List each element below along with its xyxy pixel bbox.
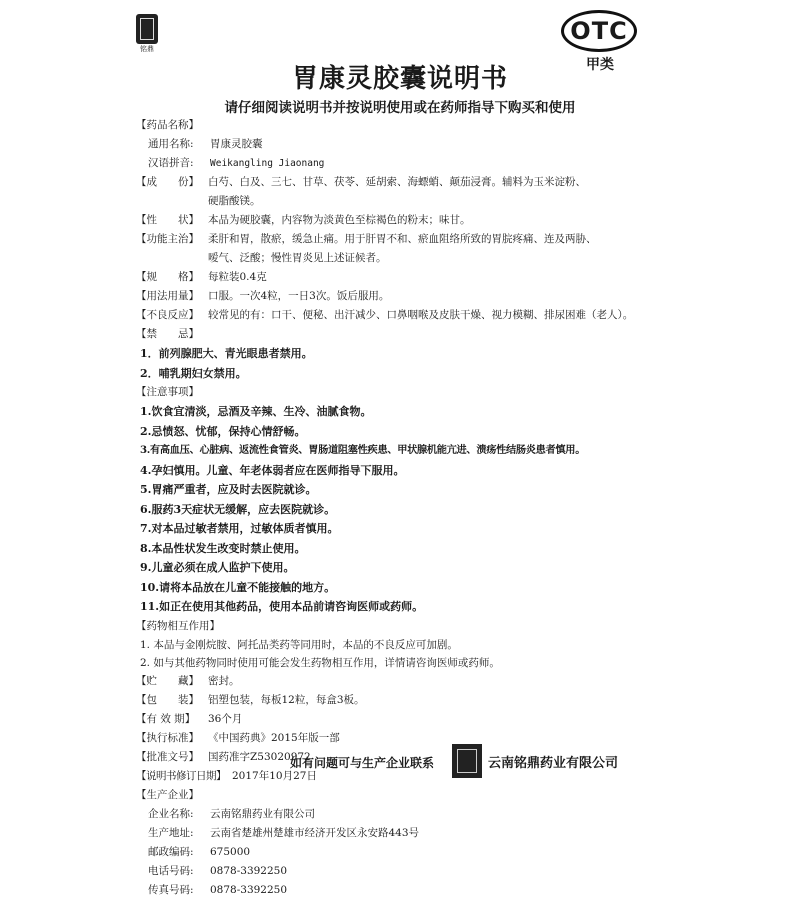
precaution-item: 4.孕妇慎用。儿童、年老体弱者应在医师指导下服用。 — [140, 463, 405, 477]
standard-label: 【 执行标准 】 — [136, 729, 208, 748]
spec-value: 每粒装0.4克 — [208, 271, 267, 283]
spec-row — [136, 268, 656, 287]
approval-label: 【 批准文号 】 — [136, 748, 208, 767]
expiry-value: 36个月 — [208, 712, 243, 725]
document-subtitle: 请仔细阅读说明书并按说明使用或在药师指导下购买和使用 — [224, 100, 576, 116]
postal-label: 邮政编码: — [148, 845, 194, 858]
revision-value: 2017年10月27日 — [232, 769, 317, 782]
postal-value: 675000 — [210, 845, 251, 858]
precaution-item: 2.忌愤怒、忧郁，保持心情舒畅。 — [140, 424, 306, 438]
ingredients-label: 【 成 份 】 — [136, 173, 208, 192]
storage-row — [136, 672, 656, 691]
precaution-item: 7.对本品过敏者禁用，过敏体质者慎用。 — [140, 522, 339, 535]
precaution-item: 8.本品性状发生改变时禁止使用。 — [140, 541, 306, 555]
ingredients-value: 白芍、白及、三七、甘草、茯苓、延胡索、海螵蛸、颠茄浸膏。辅料为玉米淀粉、 硬脂酸镁。 — [208, 176, 586, 207]
company-name-label: 企业名称: — [148, 807, 194, 820]
revision-label: 【 说明书修订日期 】 — [136, 767, 232, 786]
precaution-item: 1.饮食宜清淡，忌酒及辛辣、生冷、油腻食物。 — [140, 405, 372, 418]
pinyin-row — [136, 154, 656, 173]
pinyin-value: Weikangling Jiaonang — [210, 158, 325, 169]
expiry-label: 【 有 效 期 】 — [136, 710, 208, 729]
interaction-item: 1. 本品与金刚烷胺、阿托品类药等同用时，本品的不良反应可加剧。 — [140, 638, 458, 651]
phone-value: 0878-3392250 — [210, 864, 288, 877]
standard-row — [136, 729, 656, 748]
common-name-value: 胃康灵胶囊 — [210, 138, 263, 150]
otc-class-label: 甲类 — [586, 57, 614, 73]
company-name-value: 云南铭鼎药业有限公司 — [210, 807, 315, 820]
address-value: 云南省楚雄州楚雄市经济开发区永安路443号 — [210, 826, 420, 839]
standard-value: 《中国药典》2015年版一部 — [208, 731, 340, 744]
phone-label: 电话号码: — [148, 864, 194, 877]
storage-value: 密封。 — [208, 674, 240, 687]
pinyin-label: 汉语拼音: — [148, 157, 194, 169]
common-name-label: 通用名称: — [148, 138, 194, 150]
package-value: 铝塑包装，每板12粒，每盒3板。 — [208, 693, 365, 706]
indications-label: 【 功能主治 】 — [136, 230, 208, 249]
manufacturer-heading: 【 生产企业 】 — [136, 786, 656, 805]
contraindications-heading: 【 禁 忌 】 — [136, 325, 656, 344]
common-name-row — [136, 135, 656, 154]
spec-label: 【 规 格 】 — [136, 268, 208, 287]
precaution-item: 11.如正在使用其他药品，使用本品前请咨询医师或药师。 — [140, 600, 424, 613]
precaution-item: 5.胃痛严重者，应及时去医院就诊。 — [140, 483, 317, 496]
fax-row — [136, 881, 656, 900]
insert-content — [136, 116, 656, 900]
company-seal-icon — [452, 744, 482, 778]
company-name-row — [136, 805, 656, 824]
properties-value: 本品为硬胶囊，内容物为淡黄色至棕褐色的粉末；味甘。 — [208, 214, 471, 226]
interaction-item: 2. 如与其他药物同时使用可能会发生药物相互作用，详情请咨询医师或药师。 — [140, 656, 500, 669]
address-row — [136, 824, 656, 843]
package-row — [136, 691, 656, 710]
dosage-label: 【 用法用量 】 — [136, 287, 208, 306]
adverse-label: 【 不良反应 】 — [136, 306, 208, 325]
precaution-item: 3.有高血压、心脏病、返流性食管炎、胃肠道阻塞性疾患、甲状腺机能亢进、溃疡性结肠炎患者慎用。 — [140, 444, 586, 456]
drug-name-heading: 【 药品名称 】 — [136, 116, 656, 135]
storage-label: 【 贮 藏 】 — [136, 672, 208, 691]
dosage-value: 口服。一次4粒，一日3次。饭后服用。 — [208, 290, 390, 302]
expiry-row — [136, 710, 656, 729]
approval-value: 国药准字Z53020972 — [208, 750, 311, 763]
address-label: 生产地址: — [148, 826, 194, 839]
fax-value: 0878-3392250 — [210, 883, 288, 896]
contraindication-item: 2．哺乳期妇女禁用。 — [140, 366, 247, 380]
precaution-item: 10.请将本品放在儿童不能接触的地方。 — [140, 580, 336, 594]
contraindication-item: 1．前列腺肥大、青光眼患者禁用。 — [140, 347, 313, 360]
document-title: 胃康灵胶囊说明书 — [291, 64, 508, 94]
logo-caption: 铭鼎 — [140, 45, 154, 53]
indications-row — [136, 230, 656, 268]
adverse-row — [136, 306, 656, 325]
interactions-heading: 【 药物相互作用 】 — [136, 617, 656, 636]
otc-badge: OTC — [561, 10, 637, 52]
postal-row — [136, 843, 656, 862]
precautions-heading: 【 注意事项 】 — [136, 383, 656, 402]
phone-row — [136, 862, 656, 881]
indications-value: 柔肝和胃，散瘀，缓急止痛。用于肝胃不和、瘀血阻络所致的胃脘疼痛、连及两胁、 嗳气、泛酸；慢性胃炎见上述证候者。 — [208, 233, 597, 264]
properties-label: 【 性 状 】 — [136, 211, 208, 230]
dosage-row — [136, 287, 656, 306]
contact-note: 如有问题可与生产企业联系 — [290, 756, 435, 770]
adverse-value: 较常见的有：口干、便秘、出汗减少、口鼻咽喉及皮肤干燥、视力模糊、排尿困难（老人）。 — [208, 309, 634, 321]
ingredients-row — [136, 173, 656, 211]
precaution-item: 6.服药3天症状无缓解，应去医院就诊。 — [140, 502, 336, 516]
company-logo-icon — [136, 14, 158, 44]
properties-row — [136, 211, 656, 230]
precaution-item: 9.儿童必须在成人监护下使用。 — [140, 561, 295, 574]
fax-label: 传真号码: — [148, 883, 194, 896]
package-label: 【 包 装 】 — [136, 691, 208, 710]
footer-company-name: 云南铭鼎药业有限公司 — [488, 756, 619, 771]
